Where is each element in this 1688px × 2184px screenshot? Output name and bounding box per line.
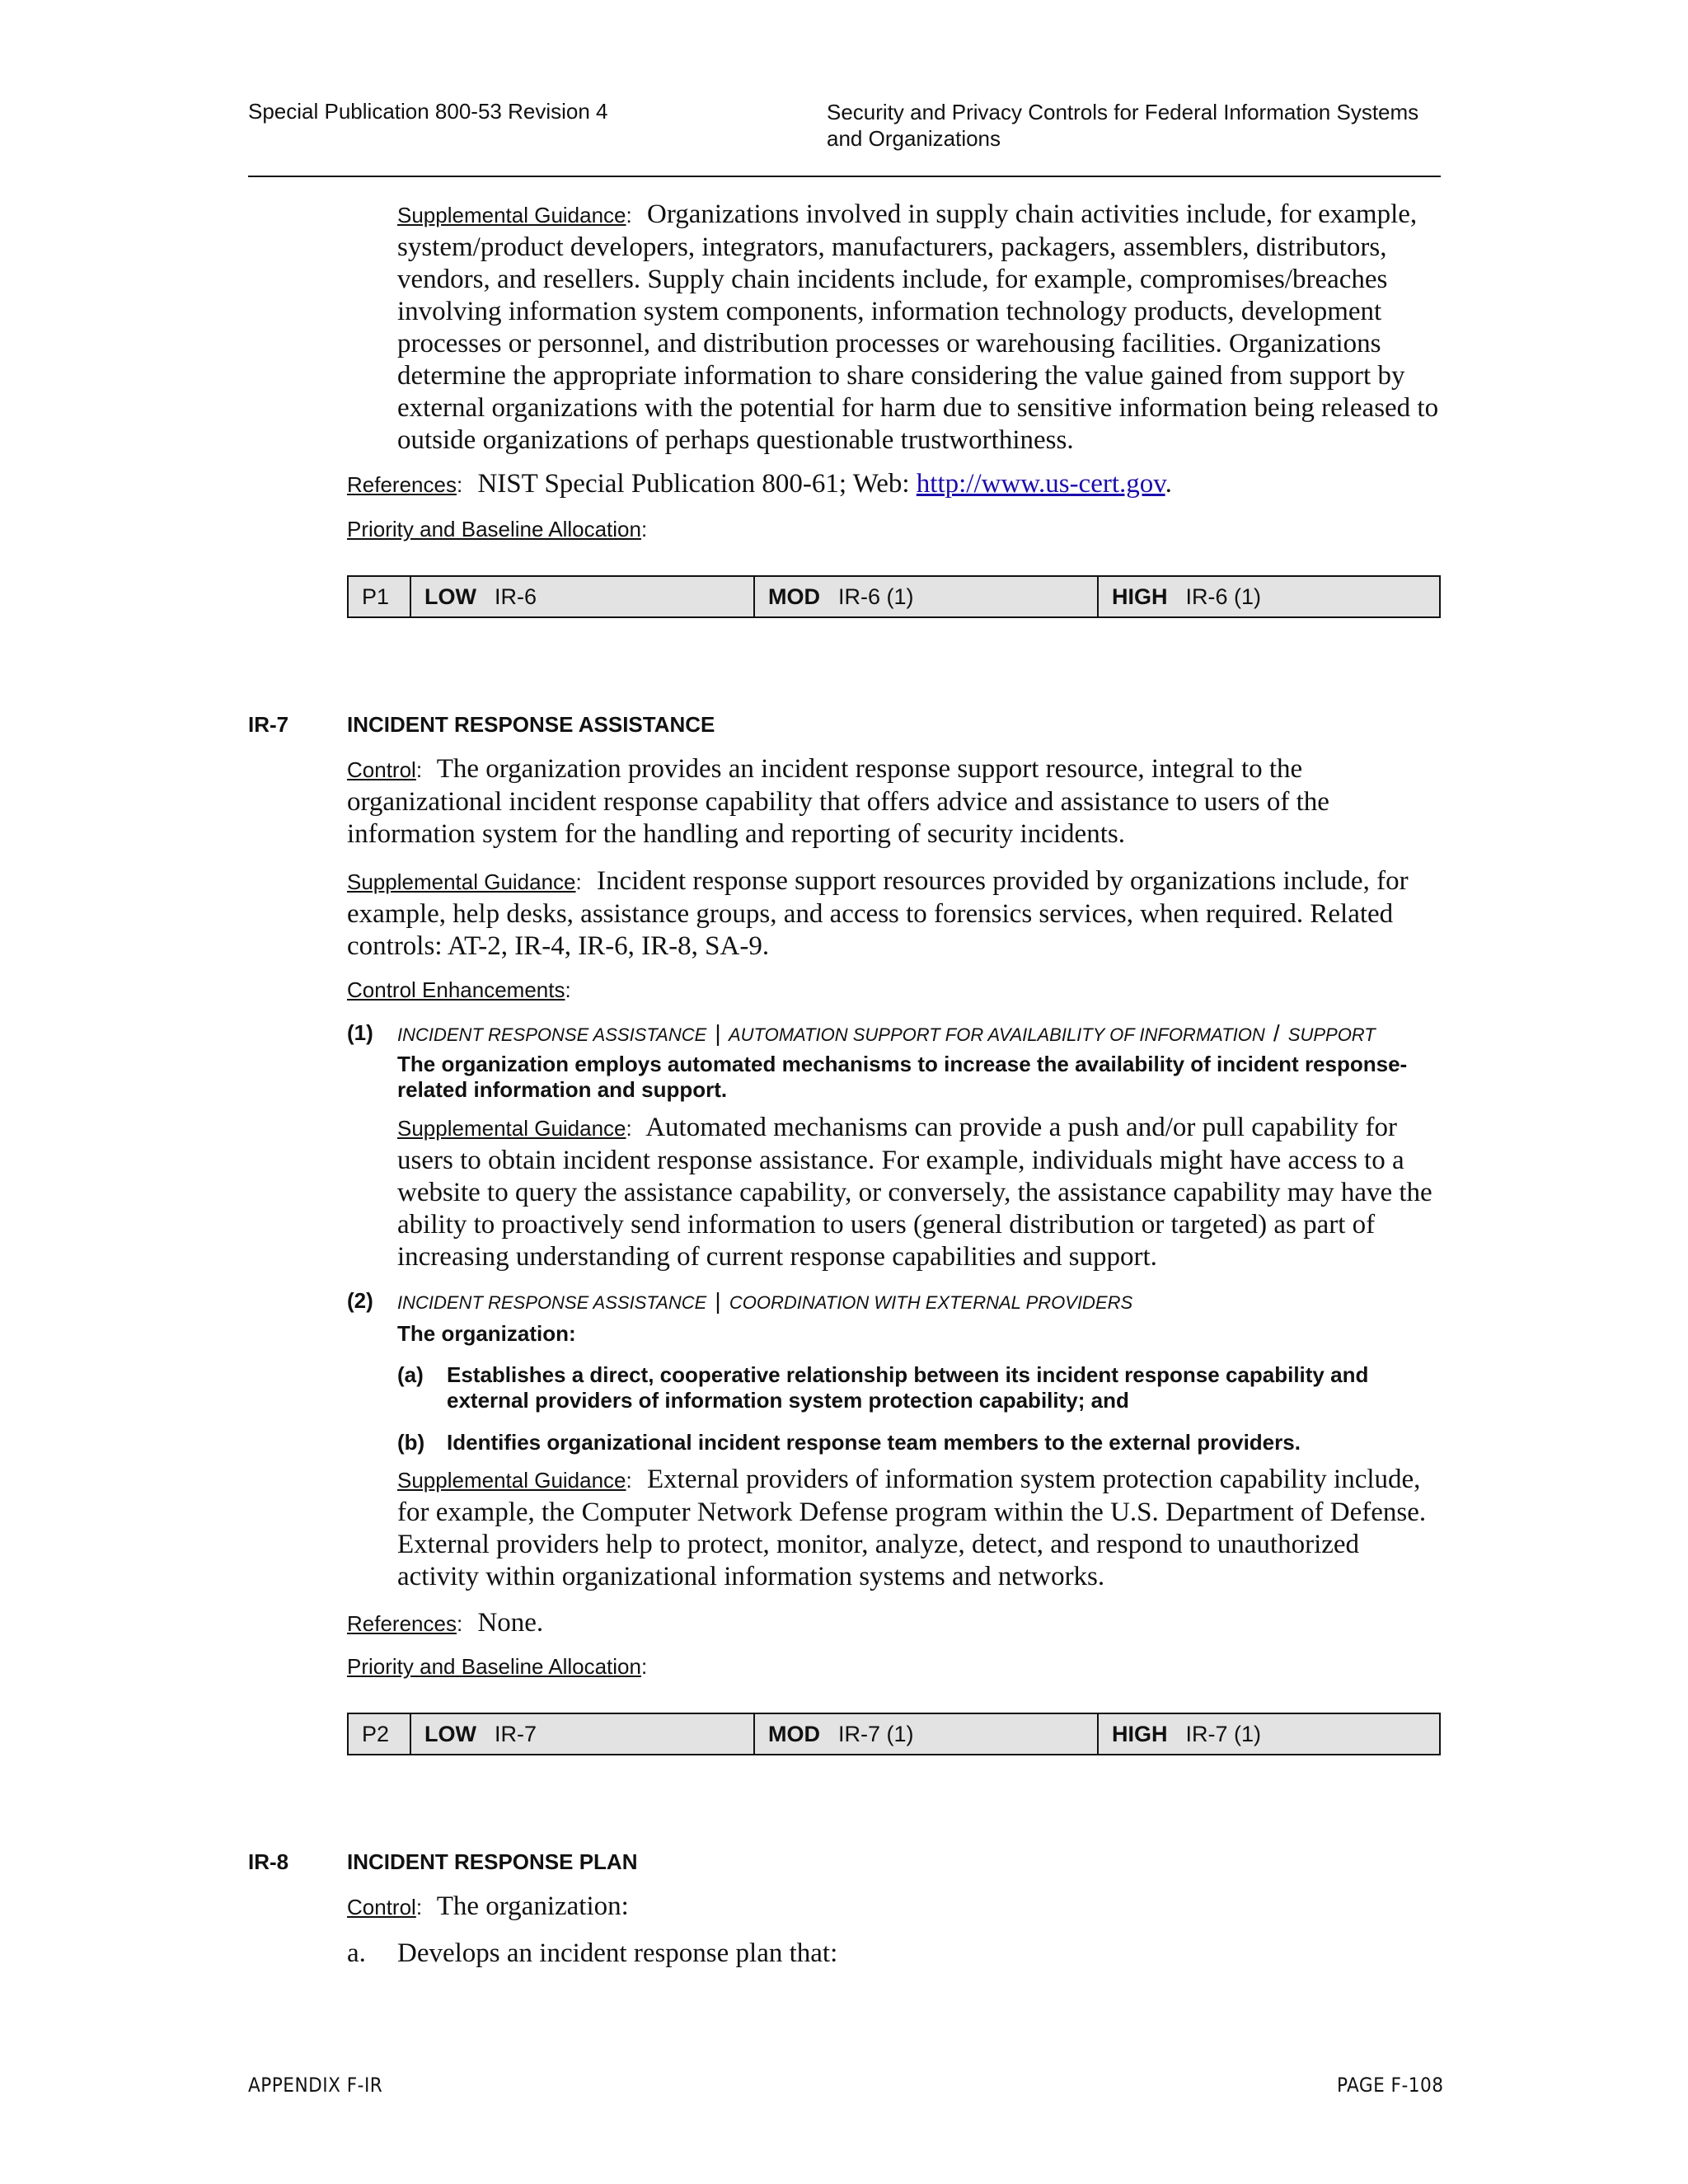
enhancement-1-supplemental-guidance: Supplemental Guidance: Automated mechanisms can provide a push and/or pull capability for users to obtain incident response assistance. For example, individuals might have access to a website to query the assistance capability, or conversely, the assistance capability may have the ability to proactively send information to users (general distribution or targeted) as part of increasing understanding of current response capabilities and support. [397, 1113, 1432, 1272]
item-b-letter: (b) [397, 1430, 425, 1455]
ir6-supplemental-label: Supplemental Guidance [397, 203, 626, 227]
mod-label: MOD [768, 583, 820, 609]
enhancement-1-title-part-b: AUTOMATION SUPPORT FOR AVAILABILITY OF INFORMATION [729, 1024, 1265, 1045]
ir8-control-text: The organization: [436, 1891, 629, 1921]
ir7-priority-label: Priority and Baseline Allocation [347, 1654, 641, 1679]
enhancement-1-title-part-c: SUPPORT [1287, 1024, 1376, 1045]
ir6-supplemental-text: Organizations involved in supply chain activities include, for example, system/product developers, integrators, manufacturers, packagers, assemblers, distributors, vendors, and resellers. Supply chain incidents include, for example, compromises/breaches involving information system components, information technology products, development processes or personnel, and distribution processes or warehousing facilities. Organizations determine the appropriate information to share considering the value gained from support by external organizations with the potential for harm due to sensitive information being released to outside organizations of perhaps questionable trustworthiness. [397, 199, 1439, 455]
ir7-references: References: None. [347, 1608, 544, 1638]
ir7-control-title: INCIDENT RESPONSE ASSISTANCE [347, 712, 715, 737]
ir7-supplemental-text: Incident response support resources provided by organizations include, for example, help desks, assistance groups, and access to forensics services, when required. Related controls: AT-2, IR-4, IR-6, IR-8, SA-9. [347, 866, 1409, 961]
ir7-control-text: The organization provides an incident response support resource, integral to the organizational incident response capability that offers advice and assistance to users of the information system for the handling and reporting of security incidents. [347, 754, 1329, 849]
enhancement-2-supplemental-guidance: Supplemental Guidance: External providers of information system protection capability include, for example, the Computer Network Defense program within the U.S. Department of Defense. External providers help to protect, monitor, analyze, detect, and respond to unauthorized activity within organizational information systems and networks. [397, 1465, 1427, 1591]
footer-appendix: APPENDIX F-IR [248, 2074, 383, 2097]
item-a-letter: (a) [397, 1362, 424, 1387]
enhancement-1-number: (1) [347, 1020, 373, 1045]
ir6-references-text: NIST Special Publication 800-61; Web: [477, 469, 910, 499]
ir7-priority-baseline-table [347, 1713, 1441, 1755]
item-a-text: Establishes a direct, cooperative relationship between its incident response capability and external providers of information system protection capability; and [447, 1362, 1369, 1413]
high-label: HIGH [1112, 583, 1168, 609]
enhancement-2-title-part-b: COORDINATION WITH EXTERNAL PROVIDERS [729, 1292, 1133, 1313]
ir8-control-title: INCIDENT RESPONSE PLAN [347, 1849, 638, 1874]
baseline-low-cell [411, 1714, 755, 1754]
enhancement-1-title-part-a: INCIDENT RESPONSE ASSISTANCE [397, 1024, 707, 1045]
priority-cell: P1 [349, 577, 411, 616]
mod-label: MOD [768, 1721, 820, 1746]
ir6-priority-baseline-table [347, 575, 1441, 618]
low-label: LOW [424, 1721, 476, 1746]
ir7-references-label: References [347, 1611, 457, 1636]
ir7-control-id: IR-7 [248, 712, 289, 737]
low-value: IR-7 [494, 1721, 537, 1746]
enhancement-2-supplemental-label: Supplemental Guidance [397, 1468, 626, 1493]
ir6-supplemental-guidance: Supplemental Guidance: Organizations involved in supply chain activities include, for example, system/product developers, integrators, manufacturers, packagers, assemblers, distributors, vendors, and resellers. Supply chain incidents include, for example, compromises/breaches involving information system components, information technology products, development processes or personnel, and distribution processes or warehousing facilities. Organizations determine the appropriate information to share considering the value gained from support by external organizations with the potential for harm due to sensitive information being released to outside organizations of perhaps questionable trustworthiness. [397, 199, 1439, 455]
ir8-item-a-letter: a. [347, 1938, 366, 1968]
enhancement-2-title-part-a: INCIDENT RESPONSE ASSISTANCE [397, 1292, 707, 1313]
baseline-mod-cell [755, 577, 1099, 616]
baseline-high-cell [1099, 577, 1439, 616]
baseline-mod-cell [755, 1714, 1099, 1754]
enhancement-2-title [397, 1288, 1132, 1315]
title-separator: | [715, 1020, 721, 1046]
ir8-item-a [347, 1938, 837, 1969]
enhancement-2-item-b [397, 1430, 1444, 1455]
low-value: IR-6 [494, 583, 537, 609]
enhancement-2-supplemental-text: External providers of information system protection capability include, for example, the Computer Network Defense program within the U.S. Department of Defense. External providers help to protect, monitor, analyze, detect, and respond to unauthorized activity within organizational information systems and networks. [397, 1465, 1427, 1591]
ir8-control-id: IR-8 [248, 1849, 289, 1874]
ir6-priority-label: Priority and Baseline Allocation [347, 517, 641, 541]
ir8-item-a-text: Develops an incident response plan that: [397, 1938, 838, 1968]
ir7-references-text: None. [477, 1608, 544, 1638]
ir7-supplemental-label: Supplemental Guidance [347, 869, 576, 894]
enhancement-2-text: The organization: [397, 1321, 576, 1346]
baseline-high-cell [1099, 1714, 1439, 1754]
ir6-priority-heading: Priority and Baseline Allocation: [347, 517, 648, 541]
ir8-control-label: Control [347, 1895, 416, 1919]
header-publication-title: Special Publication 800-53 Revision 4 [248, 99, 608, 124]
footer-page-number: PAGE F-108 [1337, 2074, 1444, 2097]
ir7-supplemental-guidance: Supplemental Guidance: Incident response support resources provided by organizations include, for example, help desks, assistance groups, and access to forensics services, when required. Related controls: AT-2, IR-4, IR-6, IR-8, SA-9. [347, 866, 1409, 961]
enhancement-1-supplemental-label: Supplemental Guidance [397, 1116, 626, 1141]
title-separator: | [715, 1288, 721, 1314]
item-b-text: Identifies organizational incident response team members to the external providers. [447, 1430, 1301, 1455]
us-cert-link[interactable]: http://www.us-cert.gov [916, 469, 1165, 499]
mod-value: IR-7 (1) [838, 1721, 914, 1746]
header-rule [248, 176, 1441, 177]
ir6-references: References: NIST Special Publication 800-61; Web: http://www.us-cert.gov. [347, 469, 1172, 499]
ir7-enhancements-heading: Control Enhancements: [347, 977, 571, 1002]
mod-value: IR-6 (1) [838, 583, 914, 609]
ir7-control-label: Control [347, 757, 416, 782]
priority-cell: P2 [349, 1714, 411, 1754]
ir6-references-label: References [347, 472, 457, 497]
ir7-enhancements-label: Control Enhancements [347, 977, 565, 1002]
enhancement-2-number: (2) [347, 1288, 373, 1313]
header-document-title: Security and Privacy Controls for Federal Information Systems and Organizations [827, 100, 1419, 151]
ir7-priority-heading: Priority and Baseline Allocation: [347, 1654, 648, 1679]
enhancement-1-text: The organization employs automated mechanisms to increase the availability of incident response-related information and support. [397, 1052, 1408, 1102]
high-value: IR-6 (1) [1185, 583, 1262, 609]
enhancement-1-supplemental-text: Automated mechanisms can provide a push and/or pull capability for users to obtain incident response assistance. For example, individuals might have access to a website to query the assistance capability, or conversely, the assistance capability may have the ability to proactively send information to users (general distribution or targeted) as part of increasing understanding of current response capabilities and support. [397, 1113, 1432, 1272]
title-slash: / [1273, 1020, 1280, 1046]
low-label: LOW [424, 583, 476, 609]
high-label: HIGH [1112, 1721, 1168, 1746]
ir8-control-statement: Control: The organization: [347, 1891, 629, 1921]
ir7-control-statement: Control: The organization provides an incident response support resource, integral to the organizational incident response capability that offers advice and assistance to users of the information system for the handling and reporting of security incidents. [347, 754, 1329, 849]
baseline-low-cell [411, 577, 755, 616]
enhancement-2-item-a [397, 1362, 1444, 1413]
high-value: IR-7 (1) [1185, 1721, 1262, 1746]
enhancement-1-title [397, 1020, 1376, 1047]
